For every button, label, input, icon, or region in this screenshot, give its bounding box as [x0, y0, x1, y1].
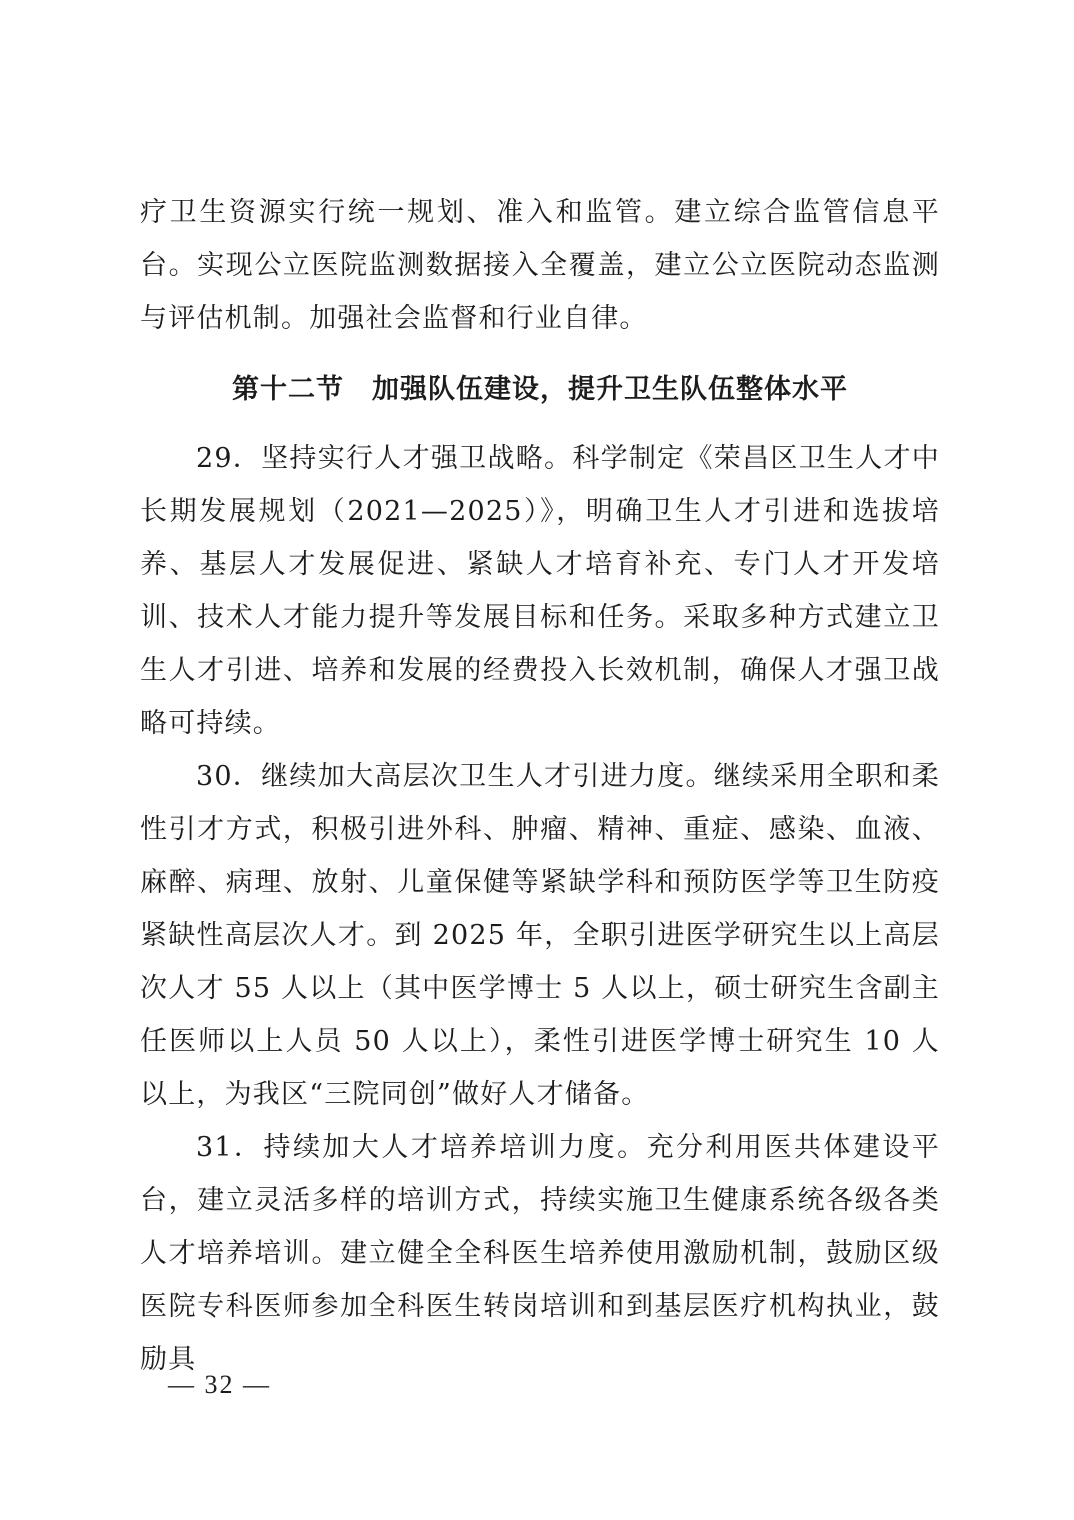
- paragraph-item-31: 31．持续加大人才培养培训力度。充分利用医共体建设平台，建立灵活多样的培训方式，持续实施卫生健康系统各级各类人才培养培训。建立健全全科医生培养使用激励机制，鼓励区级医院专科医师参加全科医生转岗培训和到基层医疗机构执业，鼓励具: [140, 1132, 940, 1375]
- intro-paragraph: 疗卫生资源实行统一规划、准入和监管。建立综合监管信息平台。实现公立医院监测数据接入全覆盖，建立公立医院动态监测与评估机制。加强社会监督和行业自律。: [140, 197, 940, 334]
- paragraph-item-30: 30．继续加大高层次卫生人才引进力度。继续采用全职和柔性引才方式，积极引进外科、肿瘤、精神、重症、感染、血液、麻醉、病理、放射、儿童保健等紧缺学科和预防医学等卫生防疫紧缺性高层次人才。到 2025 年，全职引进医学研究生以上高层次人才 55 人以上（其中医学博士 5 人以上，硕士研究生含副主任医师以上人员 50 人以上），柔性引进医学博士研究生 10 人以上，为我区“三院同创”做好人才储备。: [140, 761, 940, 1110]
- section-heading: 第十二节 加强队伍建设，提升卫生队伍整体水平: [232, 374, 848, 405]
- paragraph-item-29: 29．坚持实行人才强卫战略。科学制定《荣昌区卫生人才中长期发展规划（2021—2025）》，明确卫生人才引进和选拔培养、基层人才发展促进、紧缺人才培育补充、专门人才开发培训、技术人才能力提升等发展目标和任务。采取多种方式建立卫生人才引进、培养和发展的经费投入长效机制，确保人才强卫战略可持续。: [140, 443, 940, 739]
- page-content: [140, 186, 940, 1386]
- page-number: — 32 —: [168, 1370, 271, 1399]
